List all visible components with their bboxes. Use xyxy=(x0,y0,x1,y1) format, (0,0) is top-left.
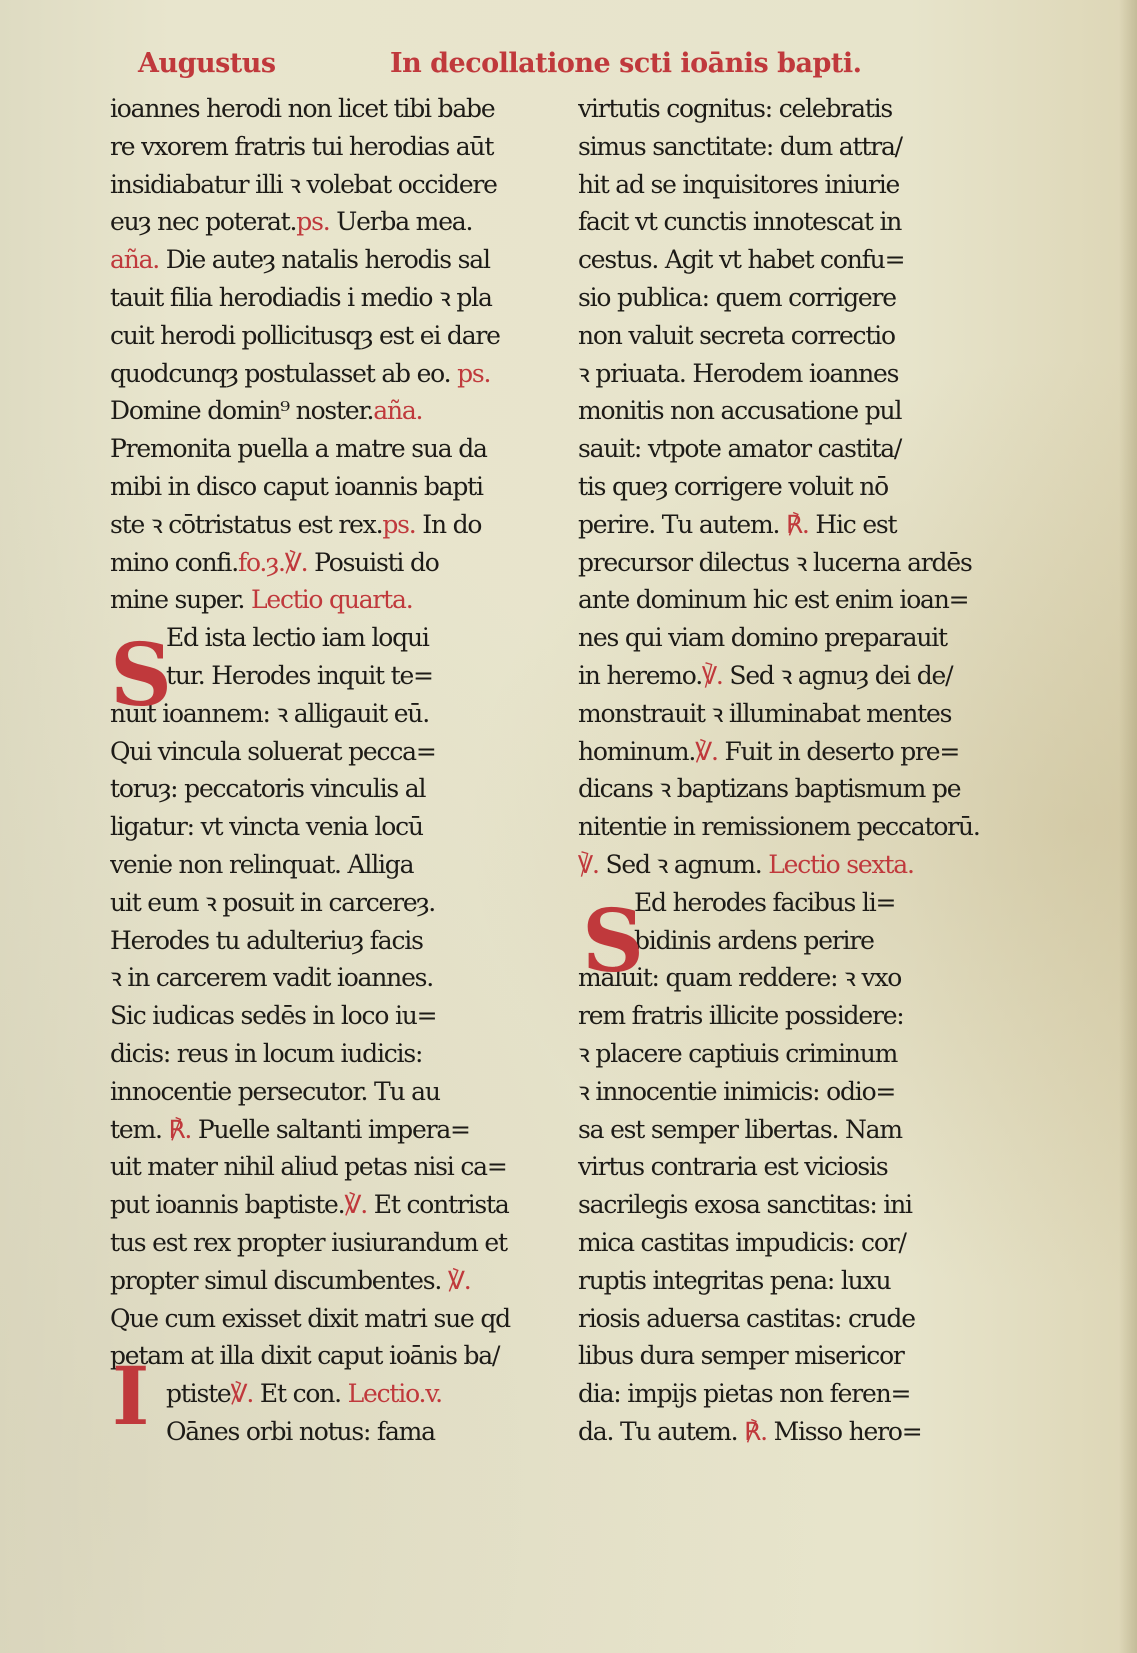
body-text: ꝛ placere captiuis criminum xyxy=(578,1038,898,1068)
body-text: petam at illa dixit caput ioānis ba/ xyxy=(110,1341,500,1371)
text-line xyxy=(578,1111,1018,1149)
text-line xyxy=(578,317,1018,355)
text-line xyxy=(578,1073,1018,1111)
body-text: sauit: vtpote amator castita/ xyxy=(578,434,902,464)
text-line xyxy=(578,166,1018,204)
text-line xyxy=(110,166,550,204)
text-line xyxy=(578,657,1018,695)
body-text: Hic est xyxy=(808,509,897,539)
rubric-text: ℣. xyxy=(230,1379,254,1409)
body-text: re vxorem fratris tui herodias aūt xyxy=(110,131,494,161)
text-line xyxy=(110,355,550,393)
body-text: quodcunqȝ postulasset ab eo. xyxy=(110,358,458,388)
rubric-text: fo.ȝ.℣. xyxy=(237,547,308,577)
body-text: in heremo. xyxy=(578,660,702,690)
running-header xyxy=(138,48,918,88)
body-text: Qui vincula soluerat pecca= xyxy=(110,736,436,766)
text-line xyxy=(110,203,550,241)
header-feast-title: In decollatione scti ioānis bapti. xyxy=(390,48,862,79)
body-text: ioannes herodi non licet tibi babe xyxy=(110,94,495,123)
rubric-text: ℣. xyxy=(701,660,723,690)
body-text: uit eum ꝛ posuit in carcereȝ. xyxy=(110,887,436,917)
text-line xyxy=(578,506,1018,544)
body-text: rem fratris illicite possidere: xyxy=(578,1001,904,1031)
body-text: ste ꝛ cōtristatus est rex. xyxy=(110,509,383,539)
text-line xyxy=(578,355,1018,393)
text-line xyxy=(110,544,550,582)
text-line xyxy=(578,1413,1018,1451)
body-text: hominum. xyxy=(578,736,696,766)
rubric-text: ℟. xyxy=(168,1114,192,1144)
body-text: Premonita puella a matre sua da xyxy=(110,434,487,464)
body-text: Uerba mea. xyxy=(329,207,473,237)
body-text: Sed ꝛ agnum. xyxy=(598,849,769,879)
rubric-text: Lectio sexta. xyxy=(768,849,914,879)
body-text: non valuit secreta correctio xyxy=(578,320,895,350)
body-text: Oānes orbi notus: fama xyxy=(166,1416,435,1446)
body-text: libus dura semper misericor xyxy=(578,1341,904,1371)
text-line xyxy=(110,90,550,128)
text-line xyxy=(110,1262,550,1300)
text-line xyxy=(110,657,550,695)
text-line xyxy=(110,1337,550,1375)
text-line xyxy=(578,1337,1018,1375)
body-text: tem. xyxy=(110,1114,169,1144)
body-text: uit mater nihil aliud petas nisi ca= xyxy=(110,1152,507,1182)
body-text: cestus. Agit vt habet confu= xyxy=(578,245,905,275)
text-line xyxy=(578,733,1018,771)
body-text: mibi in disco caput ioannis bapti xyxy=(110,471,483,501)
text-line xyxy=(110,1073,550,1111)
drop-initial-lectio-sexta: S xyxy=(582,891,645,992)
text-line xyxy=(110,846,550,884)
drop-initial-lectio-quinta: I xyxy=(112,1349,150,1443)
body-text: venie non relinquat. Alliga xyxy=(110,849,414,879)
right-text-column xyxy=(578,90,1018,1451)
body-text: Misso hero= xyxy=(766,1416,922,1446)
body-text: ꝛ innocentie inimicis: odio= xyxy=(578,1076,896,1106)
body-text: sio publica: quem corrigere xyxy=(578,282,896,312)
body-text: Sic iudicas sedēs in loco iu= xyxy=(110,1001,437,1031)
body-text: ligatur: vt vincta venia locū xyxy=(110,812,423,842)
text-line xyxy=(578,203,1018,241)
body-text: da. Tu autem. xyxy=(578,1416,745,1446)
text-line xyxy=(110,922,550,960)
body-text: tis queȝ corrigere voluit nō xyxy=(578,471,888,501)
text-line xyxy=(110,430,550,468)
text-line xyxy=(110,317,550,355)
text-line xyxy=(110,770,550,808)
body-text: Puelle saltanti impera= xyxy=(191,1114,470,1144)
rubric-text: ℟. xyxy=(744,1416,767,1446)
body-text: hit ad se inquisitores iniurie xyxy=(578,169,900,199)
text-line xyxy=(110,1035,550,1073)
text-line xyxy=(578,468,1018,506)
body-text: propter simul discumbentes. xyxy=(110,1265,448,1295)
body-text: dicis: reus in locum iudicis: xyxy=(110,1038,423,1068)
body-text: mino confi. xyxy=(110,547,238,577)
text-line xyxy=(110,506,550,544)
body-text: tur. Herodes inquit te= xyxy=(166,660,433,690)
text-line xyxy=(578,1375,1018,1413)
rubric-text: Lectio.v. xyxy=(347,1379,442,1409)
body-text: ꝛ in carcerem vadit ioannes. xyxy=(110,963,434,993)
body-text: insidiabatur illi ꝛ volebat occidere xyxy=(110,169,497,199)
body-text: innocentie persecutor. Tu au xyxy=(110,1076,440,1106)
text-line xyxy=(110,695,550,733)
body-text: nuit ioannem: ꝛ alligauit eū. xyxy=(110,698,429,728)
text-line xyxy=(110,392,550,430)
rubric-text: ℣. xyxy=(344,1190,368,1220)
text-line xyxy=(110,1375,550,1413)
body-text: bidinis ardens perire xyxy=(634,925,874,955)
text-line xyxy=(110,581,550,619)
text-line xyxy=(578,770,1018,808)
body-text: Fuit in deserto pre= xyxy=(717,736,960,766)
text-line xyxy=(110,997,550,1035)
body-text: Que cum exisset dixit matri sue qd xyxy=(110,1303,510,1333)
body-text: nes qui viam domino preparauit xyxy=(578,623,947,653)
text-line xyxy=(110,733,550,771)
body-text: Domine domin⁹ noster. xyxy=(110,396,374,426)
text-line xyxy=(578,619,1018,657)
body-text: sacrilegis exosa sanctitas: ini xyxy=(578,1190,912,1220)
text-line xyxy=(110,1413,550,1451)
body-text: riosis aduersa castitas: crude xyxy=(578,1303,915,1333)
text-line xyxy=(578,430,1018,468)
text-line xyxy=(578,1262,1018,1300)
header-month: Augustus xyxy=(138,48,276,79)
rubric-text: Lectio quarta. xyxy=(250,585,413,615)
body-text: mine super. xyxy=(110,585,251,615)
drop-initial-lectio-quarta: S xyxy=(110,625,173,726)
body-text: precursor dilectus ꝛ lucerna ardēs xyxy=(578,547,972,577)
text-line xyxy=(578,1300,1018,1338)
text-line xyxy=(578,544,1018,582)
text-line xyxy=(578,279,1018,317)
rubric-text: aña. xyxy=(110,245,160,275)
body-text: nitentie in remissionem peccatorū. xyxy=(578,812,980,842)
text-line xyxy=(110,1111,550,1149)
body-text: In do xyxy=(415,509,482,539)
rubric-text: ps. xyxy=(382,509,416,539)
text-line xyxy=(578,1035,1018,1073)
text-line xyxy=(578,695,1018,733)
body-text: toruȝ: peccatoris vinculis al xyxy=(110,774,426,804)
body-text: ante dominum hic est enim ioan= xyxy=(578,585,969,615)
body-text: Et con. xyxy=(253,1379,348,1409)
body-text: Posuisti do xyxy=(307,547,439,577)
text-line xyxy=(578,1224,1018,1262)
body-text: ꝛ priuata. Herodem ioannes xyxy=(578,358,899,388)
text-line xyxy=(578,1186,1018,1224)
body-text: mica castitas impudicis: cor/ xyxy=(578,1227,906,1257)
text-line xyxy=(110,468,550,506)
text-line xyxy=(578,90,1018,128)
body-text: monitis non accusatione pul xyxy=(578,396,902,426)
body-text: dicans ꝛ baptizans baptismum pe xyxy=(578,774,961,804)
text-line xyxy=(578,1148,1018,1186)
text-line xyxy=(110,619,550,657)
body-text: put ioannis baptiste. xyxy=(110,1190,345,1220)
text-line xyxy=(110,959,550,997)
text-line xyxy=(578,392,1018,430)
body-text: virtus contraria est viciosis xyxy=(578,1152,888,1182)
body-text: tus est rex propter iusiurandum et xyxy=(110,1227,507,1257)
body-text: perire. Tu autem. xyxy=(578,509,786,539)
rubric-text: aña. xyxy=(373,396,423,426)
body-text: Die auteȝ natalis herodis sal xyxy=(159,245,490,275)
text-line xyxy=(110,128,550,166)
body-text: dia: impijs pietas non feren= xyxy=(578,1379,911,1409)
rubric-text: ps. xyxy=(457,358,491,388)
body-text: Herodes tu adulteriuȝ facis xyxy=(110,925,423,955)
body-text: cuit herodi pollicitusqȝ est ei dare xyxy=(110,320,500,350)
body-text: euȝ nec poterat. xyxy=(110,207,297,237)
text-line xyxy=(110,1186,550,1224)
rubric-text: ℣. xyxy=(695,736,718,766)
text-line xyxy=(110,241,550,279)
rubric-text: ps. xyxy=(296,207,330,237)
body-text: ptiste xyxy=(166,1379,231,1409)
body-text: sa est semper libertas. Nam xyxy=(578,1114,902,1144)
body-text: ruptis integritas pena: luxu xyxy=(578,1265,891,1295)
body-text: maluit: quam reddere: ꝛ vxo xyxy=(578,963,902,993)
text-line xyxy=(578,808,1018,846)
body-text: Ed herodes facibus li= xyxy=(634,887,896,917)
text-line xyxy=(578,128,1018,166)
body-text: Sed ꝛ agnuȝ dei de/ xyxy=(722,660,953,690)
text-line xyxy=(578,581,1018,619)
text-line xyxy=(110,884,550,922)
text-line xyxy=(578,241,1018,279)
body-text: simus sanctitate: dum attra/ xyxy=(578,131,902,161)
text-line xyxy=(578,846,1018,884)
body-text: monstrauit ꝛ illuminabat mentes xyxy=(578,698,952,728)
body-text: Ed ista lectio iam loqui xyxy=(166,623,429,653)
left-text-column xyxy=(110,90,550,1451)
text-line xyxy=(110,1224,550,1262)
text-line xyxy=(110,808,550,846)
text-line xyxy=(578,997,1018,1035)
body-text: Et contrista xyxy=(367,1190,509,1220)
text-line xyxy=(110,279,550,317)
rubric-text: ℟. xyxy=(785,509,809,539)
text-line xyxy=(110,1300,550,1338)
body-text: facit vt cunctis innotescat in xyxy=(578,207,902,237)
body-text: tauit filia herodiadis i medio ꝛ pla xyxy=(110,282,492,312)
body-text: virtutis cognitus: celebratis xyxy=(578,94,893,123)
rubric-text: ℣. xyxy=(578,849,599,879)
rubric-text: ℣. xyxy=(447,1265,471,1295)
text-line xyxy=(110,1148,550,1186)
page-edge-shadow xyxy=(1119,0,1137,1653)
